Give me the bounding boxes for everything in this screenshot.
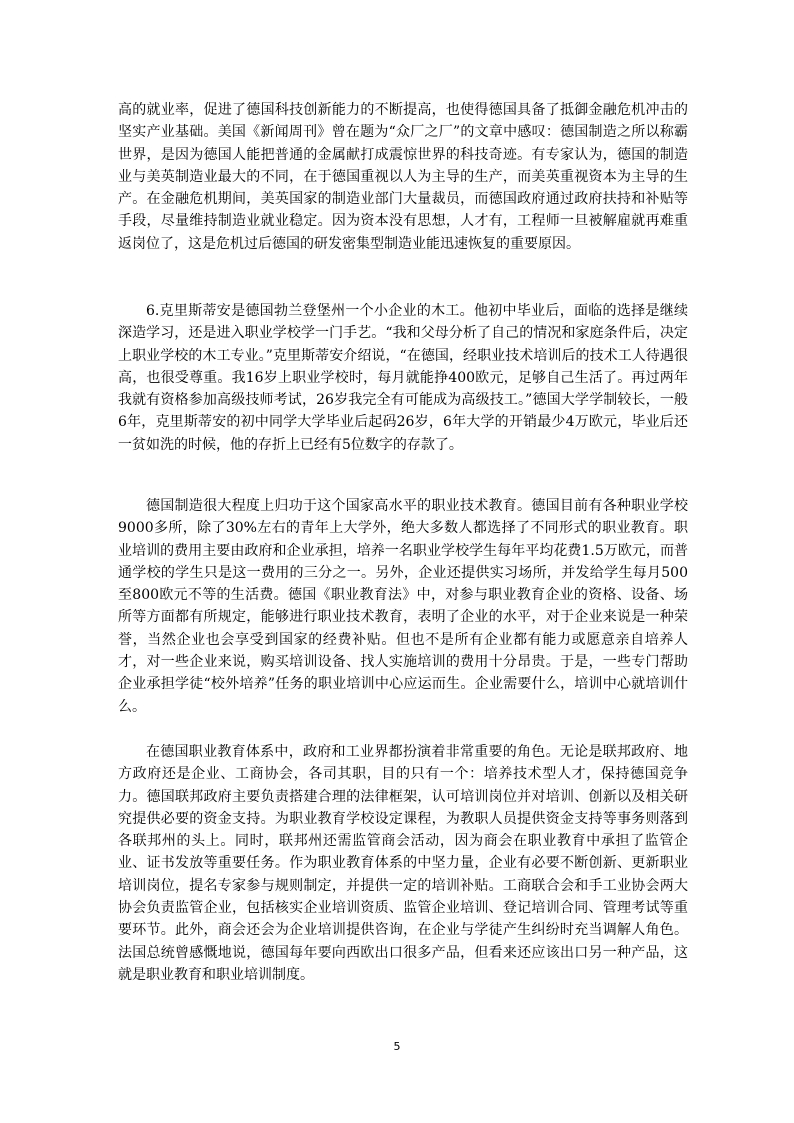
paragraph-continuation: 高的就业率，促进了德国科技创新能力的不断提高，也使得德国具备了抵御金融危机冲击的坚实产业基础。美国《新闻周刊》曾在题为“众厂之厂”的文章中感叹：德国制造之所以称霸世界，是因为德国人能把普通的金属献打成震惊世界的科技奇迹。有专家认为，德国的制造业与美英制造业最大的不同，在于德国重视以人为主导的生产，而美英重视资本为主导的生产。在金融危机期间，美英国家的制造业部门大量裁员，而德国政府通过政府扶持和补贴等手段，尽量维持制造业就业稳定。因为资本没有思想，人才有，工程师一旦被解雇就再难重返岗位了，这是危机过后德国的研发密集型制造业能迅速恢复的重要原因。 [118, 102, 688, 252]
paragraph-vocational-education: 德国制造很大程度上归功于这个国家高水平的职业技术教育。德国目前有各种职业学校9000多所，除了30%左右的青年上大学外，绝大多数人都选择了不同形式的职业教育。职业培训的费用主要由政府和企业承担，培养一名职业学校学生每年平均花费1.5万欧元，而普通学校的学生只是这一费用的三分之一。另外，企业还提供实习场所，并发给学生每月500至800欧元不等的生活费。德国《职业教育法》中，对参与职业教育企业的资格、设备、场所等方面都有所规定，能够进行职业技术教育，表明了企业的水平，对于企业来说是一种荣誉，当然企业也会享受到国家的经费补贴。但也不是所有企业都有能力或愿意亲自培养人才，对一些企业来说，购买培训设备、找人实施培训的费用十分昂贵。于是，一些专门帮助企业承担学徒“校外培养”任务的职业培训中心应运而生。企业需要什么，培训中心就培训什么。 [118, 498, 688, 715]
paragraph-christian-story: 6.克里斯蒂安是德国勃兰登堡州一个小企业的木工。他初中毕业后，面临的选择是继续深造学习，还是进入职业学校学一门手艺。“我和父母分析了自己的情况和家庭条件后，决定上职业学校的木工专业。”克里斯蒂安介绍说，“在德国，经职业技术培训后的技术工人待遇很高，也很受尊重。我16岁上职业学校时，每月就能挣400欧元，足够自己生活了。再过两年我就有资格参加高级技师考试，26岁我完全有可能成为高级技工。”德国大学学制较长，一般6年，克里斯蒂安的初中同学大学毕业后起码26岁，6年大学的开销最少4万欧元，毕业后还一贫如洗的时候，他的存折上已经有5位数字的存款了。 [118, 303, 688, 453]
paragraph-government-roles: 在德国职业教育体系中，政府和工业界都扮演着非常重要的角色。无论是联邦政府、地方政府还是企业、工商协会，各司其职，目的只有一个：培养技术型人才，保持德国竞争力。德国联邦政府主要负责搭建合理的法律框架，认可培训岗位并对培训、创新以及相关研究提供必要的资金支持。为职业教育学校设定课程，为教职人员提供资金支持等事务则落到各联邦州的头上。同时，联邦州还需监管商会活动，因为商会在职业教育中承担了监管企业、证书发放等重要任务。作为职业教育体系的中坚力量，企业有必要不断创新、更新职业培训岗位，提名专家参与规则制定，并提供一定的培训补贴。工商联合会和手工业协会两大协会负责监管企业，包括核实企业培训资质、监管企业培训、登记培训合同、管理考试等重要环节。此外，商会还会为企业培训提供咨询，在企业与学徒产生纠纷时充当调解人角色。法国总统曾感慨地说，德国每年要向西欧出口很多产品，但看来还应该出口另一种产品，这就是职业教育和职业培训制度。 [118, 744, 688, 983]
page-number: 5 [393, 1040, 401, 1053]
